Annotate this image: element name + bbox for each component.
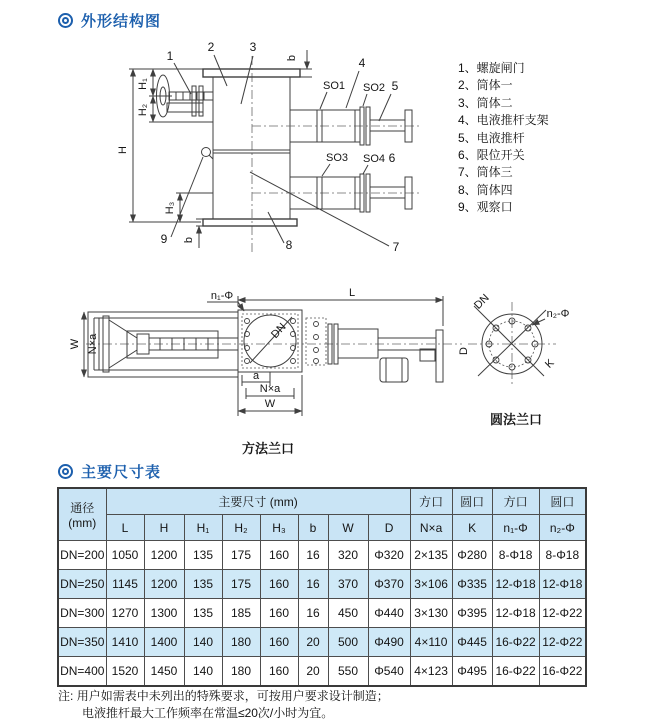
dim-b-bottom-label: b (183, 236, 195, 244)
col-group-square2: 方口 (492, 488, 539, 515)
cell: Φ490 (368, 628, 410, 657)
port-so4-label: SO4 (362, 153, 386, 165)
cell-dn: DN=400 (58, 657, 106, 687)
cell: 370 (328, 570, 368, 599)
dim-h2-label: H₂ (137, 103, 149, 117)
parts-list-item: 9、观察口 (458, 200, 513, 215)
callout-1: 1 (166, 49, 174, 63)
cell: 12-Φ22 (539, 628, 586, 657)
note-line1: 用户如需表中未列出的特殊要求，可按用户要求设计制造； (76, 689, 389, 703)
round-flange-dn-label: DN (472, 292, 492, 312)
cell: 135 (184, 599, 222, 628)
cell-dn: DN=300 (58, 599, 106, 628)
cell: 2×135 (410, 541, 452, 570)
section-title-structure (58, 10, 161, 31)
cell: 450 (328, 599, 368, 628)
cell: 160 (260, 570, 298, 599)
dim-h-label: H (117, 146, 129, 154)
col-header: H₃ (260, 515, 298, 541)
cell-dn: DN=250 (58, 570, 106, 599)
col-header: H₂ (222, 515, 260, 541)
table-row (58, 628, 586, 657)
col-header-dn-line1: 通径 (70, 501, 95, 515)
n1-holes-label: n₁-Φ (210, 290, 234, 302)
cell: 8-Φ18 (492, 541, 539, 570)
col-group-main: 主要尺寸 (mm) (106, 488, 410, 515)
parts-list-item: 5、电液推杆 (458, 130, 525, 145)
callout-3: 3 (249, 40, 257, 54)
cell: 500 (328, 628, 368, 657)
cell: Φ445 (452, 628, 492, 657)
section-bullet-icon (58, 464, 73, 479)
plan-actuator (306, 318, 443, 382)
callout-6: 6 (388, 151, 396, 165)
table-row (58, 570, 586, 599)
callout-2: 2 (207, 40, 215, 54)
cell: 1200 (144, 541, 184, 570)
col-header: K (452, 515, 492, 541)
round-flange-caption: 圆法兰口 (489, 412, 543, 427)
cell: 320 (328, 541, 368, 570)
parts-list-item: 4、电液推杆支架 (458, 113, 549, 128)
callout-8: 8 (285, 238, 293, 252)
col-group-square1: 方口 (410, 488, 452, 515)
cell: 12-Φ18 (539, 570, 586, 599)
cell: 160 (260, 657, 298, 687)
cell: 4×110 (410, 628, 452, 657)
cell: 1050 (106, 541, 144, 570)
parts-list-item: 1、螺旋闸门 (458, 61, 525, 75)
cell: Φ495 (452, 657, 492, 687)
dimensions-table (57, 487, 587, 687)
cell: Φ335 (452, 570, 492, 599)
col-header: L (106, 515, 144, 541)
round-flange-view (458, 292, 570, 427)
note-line2: 电液推杆最大工作频率在常温≤20次/小时为宜。 (82, 706, 334, 720)
col-header: N×a (410, 515, 452, 541)
cell: 12-Φ22 (539, 599, 586, 628)
cell: 3×106 (410, 570, 452, 599)
structure-title-text: 外形结构图 (81, 13, 162, 30)
cell: Φ540 (368, 657, 410, 687)
cell: 20 (298, 657, 328, 687)
callout-4: 4 (358, 56, 366, 70)
cell-dn: DN=200 (58, 541, 106, 570)
col-header: D (368, 515, 410, 541)
plan-dimensions (69, 287, 443, 416)
n2-holes-label: n₂-Φ (546, 308, 570, 320)
cell: 1520 (106, 657, 144, 687)
cell: 1200 (144, 570, 184, 599)
cell: 1270 (106, 599, 144, 628)
square-flange-dn-label: DN (268, 321, 289, 341)
col-header-dn-line2: (mm) (68, 516, 97, 530)
cell: 140 (184, 657, 222, 687)
cell: 16-Φ22 (492, 657, 539, 687)
cell: 180 (222, 657, 260, 687)
col-header: H (144, 515, 184, 541)
cell: 16 (298, 570, 328, 599)
cell: 12-Φ18 (492, 599, 539, 628)
parts-list-item: 2、筒体一 (458, 78, 513, 93)
callout-7: 7 (392, 240, 400, 254)
cell: 20 (298, 628, 328, 657)
section-title-dimensions (58, 461, 161, 482)
cell: 160 (260, 541, 298, 570)
dim-a-label: a (252, 370, 260, 382)
col-header: n₁-Φ (492, 515, 539, 541)
cell: 175 (222, 570, 260, 599)
col-header: n₂-Φ (539, 515, 586, 541)
section-bullet-icon (58, 13, 73, 28)
cell: Φ280 (452, 541, 492, 570)
cell: 3×130 (410, 599, 452, 628)
port-so3-label: SO3 (325, 152, 349, 164)
cell: 550 (328, 657, 368, 687)
dim-nxa-left-label: N×a (87, 333, 99, 355)
cell: 180 (222, 628, 260, 657)
note-label: 注: (58, 689, 74, 703)
col-header: b (298, 515, 328, 541)
parts-list-item: 8、筒体四 (458, 182, 513, 197)
parts-list-item: 7、筒体三 (458, 165, 513, 180)
cell: 1145 (106, 570, 144, 599)
plan-view (69, 287, 462, 456)
square-flange-caption: 方法兰口 (241, 441, 295, 456)
cell: Φ395 (452, 599, 492, 628)
square-flange (207, 290, 302, 372)
dim-d-label: D (458, 347, 470, 355)
cell: 185 (222, 599, 260, 628)
callout-5: 5 (391, 79, 399, 93)
dim-h1-label: H₁ (137, 78, 149, 90)
table-row (58, 541, 586, 570)
elevation-view (117, 40, 422, 254)
dim-w-bottom-label: W (264, 398, 276, 410)
lower-pusher (252, 174, 422, 212)
cell: 1400 (144, 628, 184, 657)
dim-w-left-label: W (69, 338, 81, 350)
cell-dn: DN=350 (58, 628, 106, 657)
cell: 16 (298, 541, 328, 570)
col-header-dn (58, 488, 106, 541)
parts-list (458, 60, 549, 217)
dim-l-label: L (348, 287, 356, 299)
cell: 8-Φ18 (539, 541, 586, 570)
parts-list-item: 3、筒体二 (458, 95, 513, 110)
cell: 160 (260, 628, 298, 657)
cell: 16-Φ22 (492, 628, 539, 657)
parts-list-item: 6、限位开关 (458, 148, 525, 163)
note (58, 688, 389, 722)
cell: 135 (184, 570, 222, 599)
table-row (58, 657, 586, 687)
cell: Φ440 (368, 599, 410, 628)
cell: 160 (260, 599, 298, 628)
dim-b-top-label: b (286, 54, 298, 62)
table-row (58, 599, 586, 628)
dim-nxa-bottom-label: N×a (259, 383, 281, 395)
col-header: H₁ (184, 515, 222, 541)
port-so2-label: SO2 (362, 82, 386, 94)
cell: 175 (222, 541, 260, 570)
cell: 1450 (144, 657, 184, 687)
cell: 140 (184, 628, 222, 657)
callout-9: 9 (160, 232, 168, 246)
cell: 1300 (144, 599, 184, 628)
dim-k-label: K (543, 357, 557, 371)
col-group-round2: 圆口 (539, 488, 586, 515)
cell: 12-Φ18 (492, 570, 539, 599)
upper-pusher (252, 107, 422, 145)
cell: Φ370 (368, 570, 410, 599)
port-so1-label: SO1 (322, 80, 346, 92)
dim-h3-label: H₃ (164, 201, 176, 215)
col-header: W (328, 515, 368, 541)
dimensions-title-text: 主要尺寸表 (81, 464, 162, 481)
cell: 135 (184, 541, 222, 570)
col-group-round1: 圆口 (452, 488, 492, 515)
cell: 4×123 (410, 657, 452, 687)
cell: 1410 (106, 628, 144, 657)
cell: 16 (298, 599, 328, 628)
gate-body (202, 56, 301, 252)
cell: 16-Φ22 (539, 657, 586, 687)
cell: Φ320 (368, 541, 410, 570)
